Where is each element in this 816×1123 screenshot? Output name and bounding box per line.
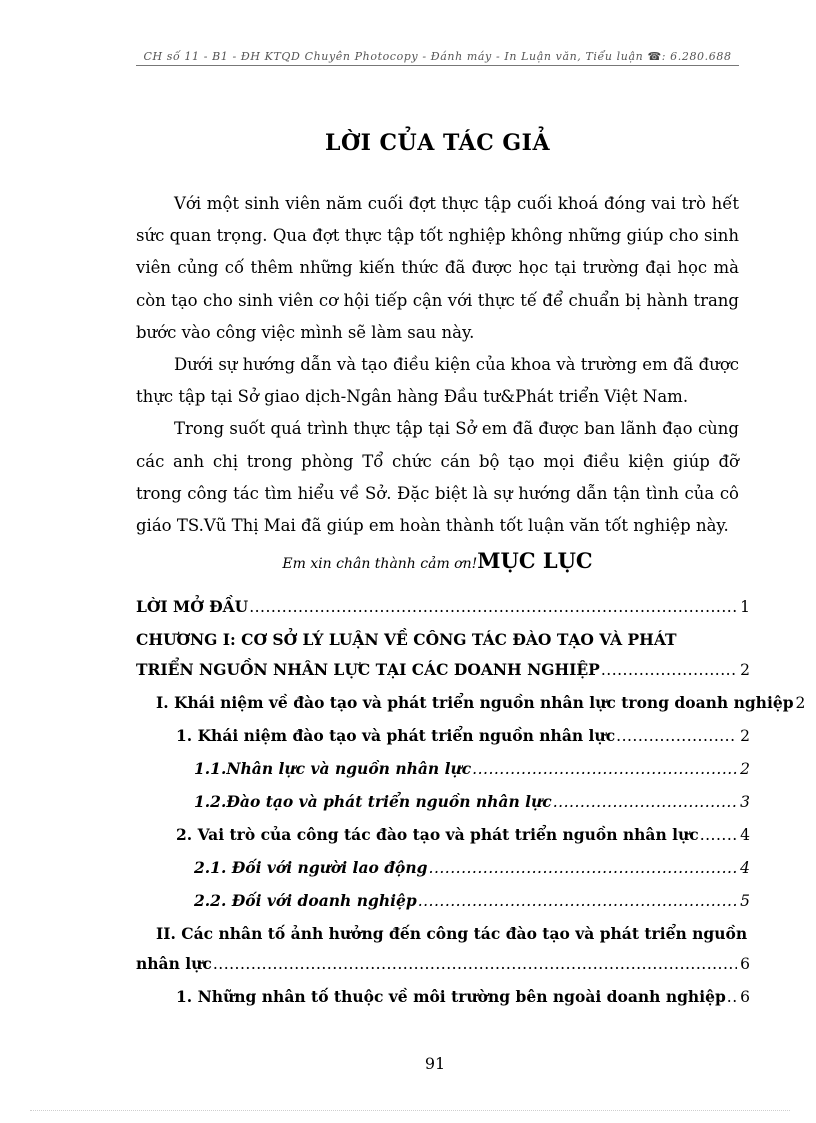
bottom-rule	[30, 1110, 790, 1111]
paragraph: Với một sinh viên năm cuối đợt thực tập cuối khoá đóng vai trò hết sức quan trọng. Qua đợt thực tập tốt nghiệp không những giúp cho sinh viên củng cố thêm những kiến thức đã được học tại trường đại học mà còn tạo cho sinh viên cơ hội tiếp cận với thực tế để chuẩn bị hành trang bước vào công việc mình sẽ làm sau này.	[136, 194, 739, 342]
toc-entry[interactable]	[136, 592, 750, 622]
toc-entry-title: 2. Vai trò của công tác đào tạo và phát triển nguồn nhân lực	[176, 825, 699, 844]
toc-entry-title: 1.1.Nhân lực và nguồn nhân lực	[194, 759, 472, 778]
toc-page-number: 6	[740, 988, 750, 1006]
toc-entry-title: nhân lực	[136, 954, 212, 973]
paragraph: Trong suốt quá trình thực tập tại Sở em đã được ban lãnh đạo cùng các anh chị trong phòng Tổ chức cán bộ tạo mọi điều kiện giúp đỡ trong công tác tìm hiểu về Sở. Đặc biệt là sự hướng dẫn tận tình của cô giáo TS.Vũ Thị Mai đã giúp em hoàn thành tốt luận văn tốt nghiệp này.	[136, 419, 739, 536]
toc-page-number: 3	[740, 793, 750, 811]
header-rule	[136, 65, 739, 66]
header-text: CH số 11 - B1 - ĐH KTQD Chuyên Photocopy - Đánh máy - In Luận văn, Tiểu luận	[143, 50, 644, 63]
leader-dots	[616, 721, 737, 751]
toc-title: MỤC LỤC	[477, 548, 593, 573]
leader-dots	[429, 853, 737, 883]
toc-entry-title: LỜI MỞ ĐẦU	[136, 597, 249, 616]
toc-entry-title: 1.2.Đào tạo và phát triển nguồn nhân lực	[194, 792, 552, 811]
header-phone: : 6.280.688	[661, 50, 732, 63]
toc-entry[interactable]	[136, 625, 750, 685]
toc-page-number: 2	[740, 727, 750, 745]
toc-page-number: 6	[740, 955, 750, 973]
leader-dots	[249, 592, 737, 622]
page-header	[136, 50, 739, 63]
toc-entry-title: 1. Những nhân tố thuộc về môi trường bên ngoài doanh nghiệp	[176, 987, 726, 1006]
toc-page-number: 4	[740, 826, 750, 844]
toc-entry[interactable]	[136, 919, 750, 979]
author-note	[136, 188, 739, 542]
leader-dots	[727, 982, 737, 1012]
toc-page-number: 1	[740, 598, 750, 616]
telephone-icon: ☎	[647, 50, 662, 63]
toc-entry[interactable]	[136, 853, 750, 883]
leader-dots	[601, 655, 737, 685]
leader-dots	[213, 949, 737, 979]
toc-entry[interactable]	[136, 754, 750, 784]
toc-entry-title-line1: II. Các nhân tố ảnh hưởng đến công tác đào tạo và phát triển nguồn	[156, 924, 748, 943]
toc-entry-title-line1: CHƯƠNG I: CƠ SỞ LÝ LUẬN VỀ CÔNG TÁC ĐÀO TẠO VÀ PHÁT	[136, 630, 677, 649]
leader-dots	[700, 820, 737, 850]
toc-entry[interactable]	[136, 688, 806, 718]
toc-page-number: 5	[740, 892, 750, 910]
toc-entry-title: 2.1. Đối với người lao động	[194, 858, 428, 877]
toc-entry[interactable]	[136, 820, 750, 850]
toc-entry[interactable]	[136, 787, 750, 817]
toc-page-number: 2	[740, 760, 750, 778]
toc-entry[interactable]	[136, 982, 750, 1012]
toc-page-number: 4	[740, 859, 750, 877]
leader-dots	[553, 787, 737, 817]
toc-entry-title: I. Khái niệm về đào tạo và phát triển nguồn nhân lực trong doanh nghiệp	[156, 693, 794, 712]
toc-entry[interactable]	[136, 886, 750, 916]
toc-entry-title: 2.2. Đối với doanh nghiệp	[194, 891, 417, 910]
closing-line	[136, 548, 739, 573]
toc-page-number: 2	[740, 661, 750, 679]
thanks-text: Em xin chân thành cảm ơn!	[282, 556, 478, 572]
toc-entry-title: TRIỂN NGUỒN NHÂN LỰC TẠI CÁC DOANH NGHIỆP	[136, 660, 600, 679]
page-title: LỜI CỦA TÁC GIẢ	[324, 130, 551, 156]
leader-dots	[472, 754, 737, 784]
toc-entry-title: 1. Khái niệm đào tạo và phát triển nguồn nhân lực	[176, 726, 616, 745]
page-number: 91	[424, 1054, 446, 1073]
paragraph: Dưới sự hướng dẫn và tạo điều kiện của khoa và trường em đã được thực tập tại Sở giao dịch-Ngân hàng Đầu tư&Phát triển Việt Nam.	[136, 355, 739, 407]
leader-dots	[418, 886, 737, 916]
toc-entry[interactable]	[136, 721, 750, 751]
toc-page-number: 2	[795, 694, 806, 712]
table-of-contents	[136, 592, 806, 1012]
